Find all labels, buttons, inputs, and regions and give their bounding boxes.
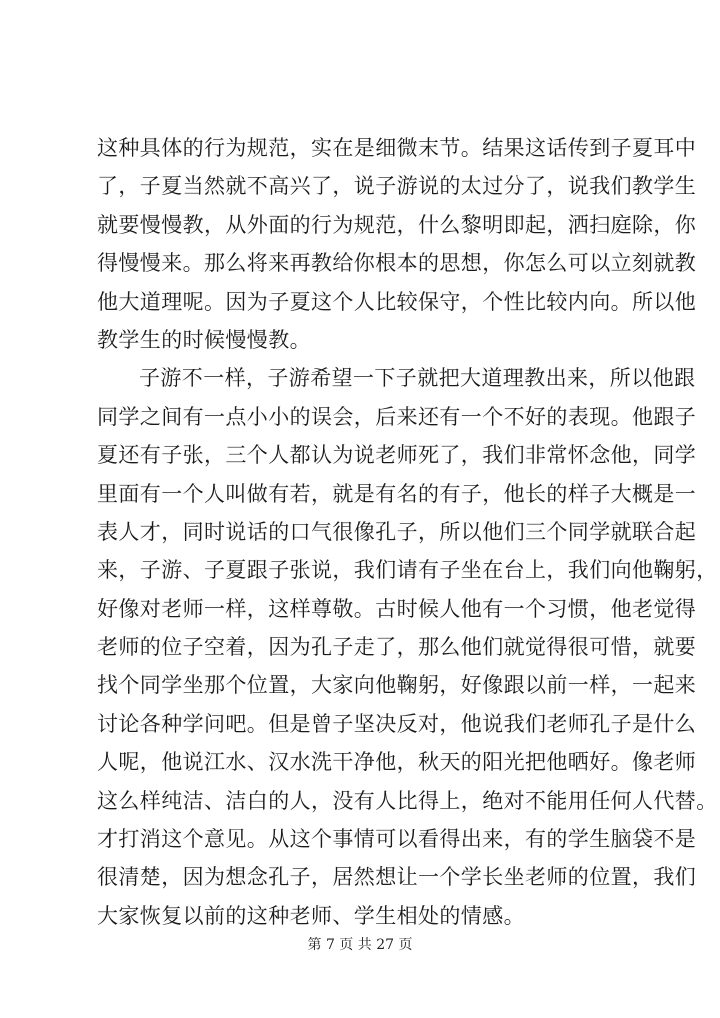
text-line: 了，子夏当然就不高兴了，说子游说的太过分了，说我们教学生 bbox=[97, 174, 697, 199]
text-line: 他大道理呢。因为子夏这个人比较保守，个性比较内向。所以他 bbox=[97, 289, 697, 314]
text-line: 里面有一个人叫做有若，就是有名的有子，他长的样子大概是一 bbox=[97, 481, 697, 506]
text-line: 老师的位子空着，因为孔子走了，那么他们就觉得很可惜，就要 bbox=[97, 635, 697, 660]
text-line: 讨论各种学问吧。但是曾子坚决反对，他说我们老师孔子是什么 bbox=[97, 711, 697, 736]
text-line: 表人才，同时说话的口气很像孔子，所以他们三个同学就联合起 bbox=[97, 519, 697, 544]
text-line: 就要慢慢教，从外面的行为规范，什么黎明即起，洒扫庭除，你 bbox=[97, 212, 697, 237]
text-line: 教学生的时候慢慢教。 bbox=[97, 327, 311, 352]
text-line: 才打消这个意见。从这个事情可以看得出来，有的学生脑袋不是 bbox=[97, 827, 697, 852]
text-line: 得慢慢来。那么将来再教给你根本的思想，你怎么可以立刻就教 bbox=[97, 251, 697, 276]
page-number-footer: 第 7 页 共 27 页 bbox=[307, 937, 413, 953]
text-line: 很清楚，因为想念孔子，居然想让一个学长坐老师的位置，我们 bbox=[97, 865, 697, 890]
text-line: 大家恢复以前的这种老师、学生相处的情感。 bbox=[97, 903, 525, 928]
text-line: 找个同学坐那个位置，大家向他鞠躬，好像跟以前一样，一起来 bbox=[97, 673, 697, 698]
body-text bbox=[97, 129, 718, 935]
text-line: 同学之间有一点小小的误会，后来还有一个不好的表现。他跟子 bbox=[97, 404, 697, 429]
text-line: 来，子游、子夏跟子张说，我们请有子坐在台上，我们向他鞠躬， bbox=[97, 558, 718, 583]
text-line: 人呢，他说江水、汉水洗干净他，秋天的阳光把他晒好。像老师 bbox=[97, 750, 697, 775]
text-line: 好像对老师一样，这样尊敬。古时候人他有一个习惯，他老觉得 bbox=[97, 596, 697, 621]
text-line: 夏还有子张，三个人都认为说老师死了，我们非常怀念他，同学 bbox=[97, 443, 697, 468]
paragraph-start-line: 子游不一样，子游希望一下子就把大道理教出来，所以他跟 bbox=[139, 366, 696, 391]
text-line: 这么样纯洁、洁白的人，没有人比得上，绝对不能用任何人代替。 bbox=[97, 788, 718, 813]
text-line: 这种具体的行为规范，实在是细微末节。结果这话传到子夏耳中 bbox=[97, 136, 697, 160]
